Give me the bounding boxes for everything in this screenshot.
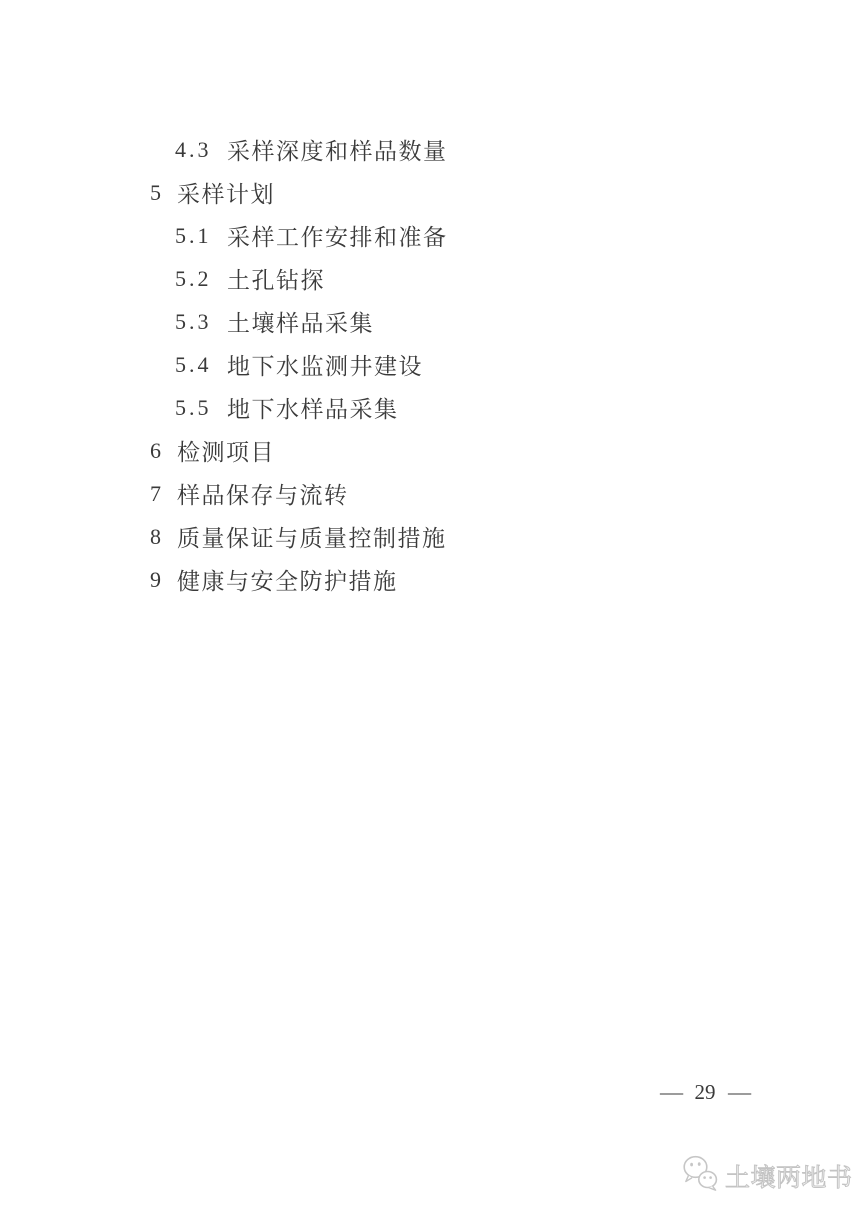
page-number: 29	[694, 1080, 716, 1104]
toc-item-number: 6	[150, 437, 161, 463]
toc-item-number: 5.5	[175, 394, 212, 420]
toc-item	[0, 386, 860, 429]
toc-item-number: 8	[150, 523, 161, 549]
toc-item	[0, 558, 860, 601]
toc-item-number: 5.2	[175, 265, 212, 291]
toc-item-label: 采样计划	[177, 182, 275, 207]
toc-item-label: 地下水监测井建设	[227, 354, 423, 379]
toc-item-number: 5.3	[175, 308, 212, 334]
watermark	[682, 1154, 853, 1197]
toc-item	[0, 257, 860, 300]
toc-item	[0, 214, 860, 257]
footer-dash-left: —	[659, 1080, 683, 1104]
wechat-icon	[682, 1154, 718, 1197]
toc-item	[0, 128, 860, 171]
toc-item	[0, 429, 860, 472]
toc-item-label: 健康与安全防护措施	[177, 569, 398, 594]
toc-item-label: 采样工作安排和准备	[227, 225, 448, 250]
toc-item-number: 5.4	[175, 351, 212, 377]
toc-item	[0, 515, 860, 558]
page-footer	[650, 1080, 760, 1105]
toc-item	[0, 472, 860, 515]
toc-item	[0, 171, 860, 214]
toc-item-label: 检测项目	[177, 440, 275, 465]
toc-item	[0, 343, 860, 386]
watermark-text: 土壤两地书	[725, 1164, 853, 1192]
toc-item-label: 土壤样品采集	[227, 311, 374, 336]
toc-item-label: 质量保证与质量控制措施	[177, 526, 447, 551]
toc-item	[0, 300, 860, 343]
footer-dash-right: —	[727, 1080, 751, 1104]
toc-item-label: 地下水样品采集	[227, 397, 399, 422]
toc-item-number: 5.1	[175, 222, 212, 248]
toc-item-label: 土孔钻探	[227, 268, 325, 293]
toc-item-number: 5	[150, 179, 161, 205]
toc-item-number: 9	[150, 566, 161, 592]
table-of-contents	[0, 128, 860, 601]
toc-item-label: 样品保存与流转	[177, 483, 349, 508]
toc-item-label: 采样深度和样品数量	[227, 139, 448, 164]
toc-item-number: 7	[150, 480, 161, 506]
toc-item-number: 4.3	[175, 136, 212, 162]
